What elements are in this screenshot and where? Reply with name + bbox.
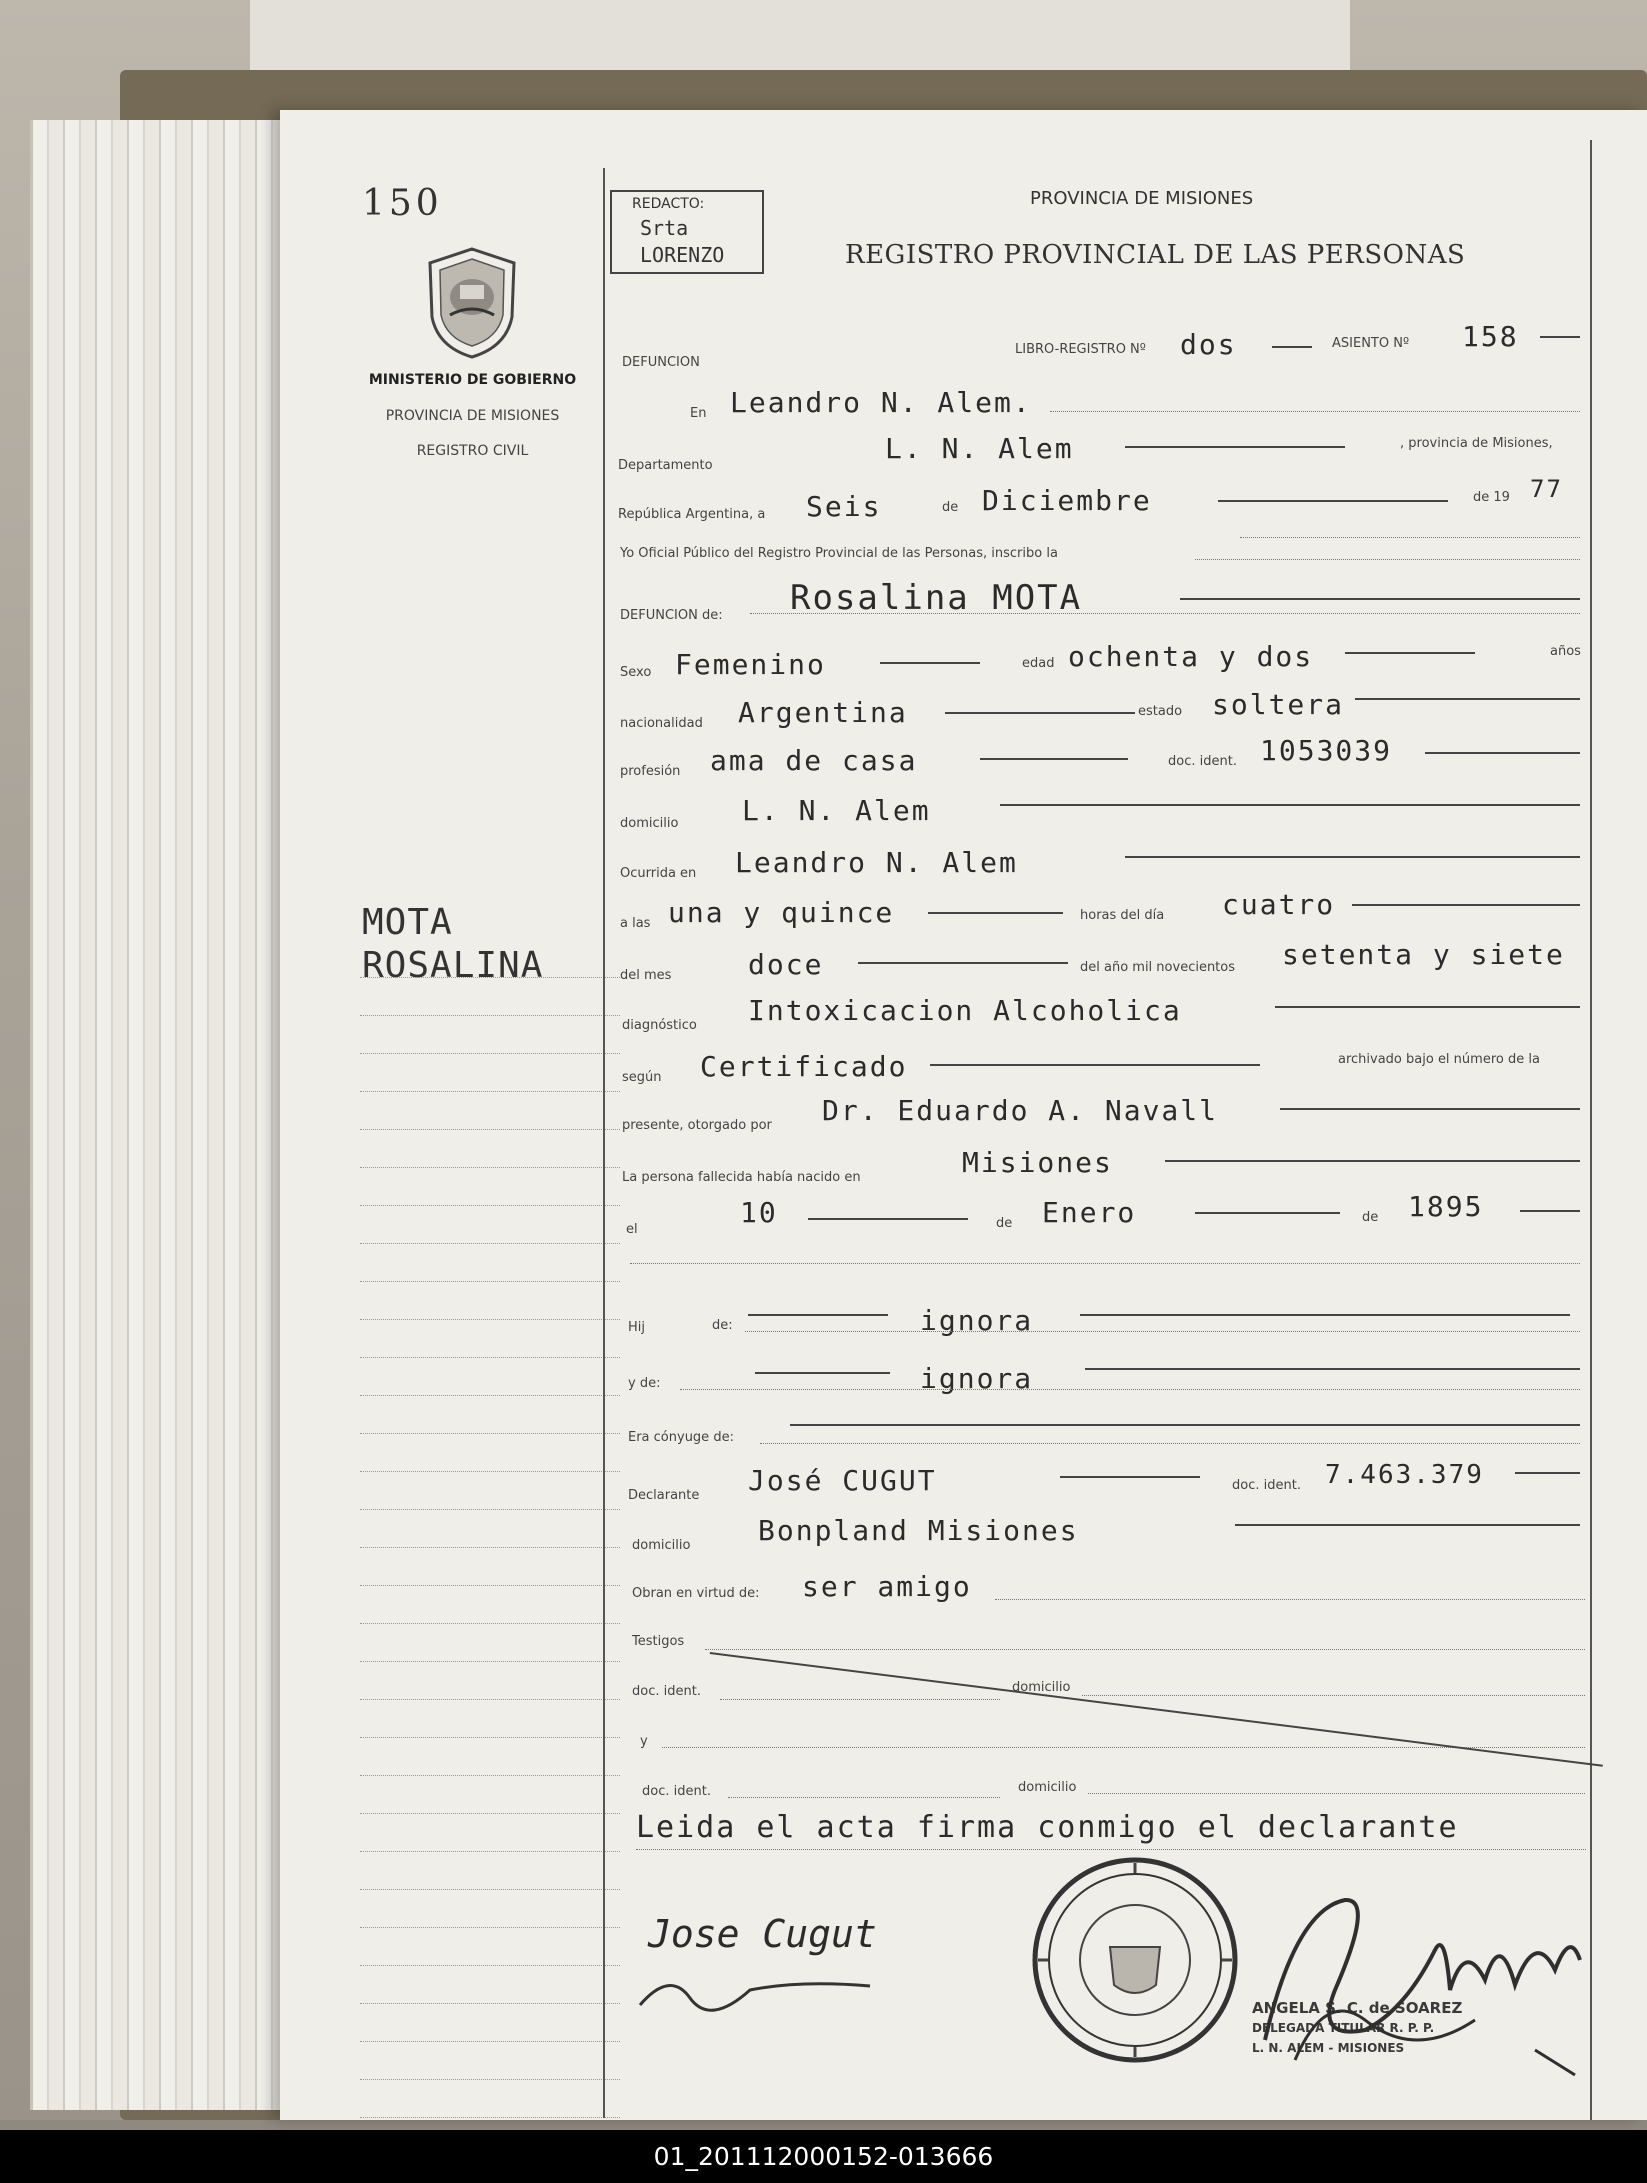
hora-value: una y quince xyxy=(668,896,895,929)
obran-rule xyxy=(995,1598,1585,1600)
testigo2-doc-rule xyxy=(728,1796,1000,1798)
decl-doc-label: doc. ident. xyxy=(1232,1478,1301,1493)
official-signature xyxy=(1235,1870,1595,2080)
sexo-dash xyxy=(880,662,980,664)
declarant-signature-flourish xyxy=(630,1960,890,2020)
stamp-line-2: DELEGADA TITULAR R. P. P. xyxy=(1252,2021,1435,2035)
anio-value: setenta y siete xyxy=(1282,938,1565,971)
departamento-label: Departamento xyxy=(618,458,713,473)
index-lines xyxy=(360,940,620,2118)
asiento-dash xyxy=(1540,336,1580,338)
month-dash xyxy=(1218,500,1448,502)
testigo1-doc-label: doc. ident. xyxy=(632,1684,701,1699)
padre-rule xyxy=(745,1330,1580,1332)
testigo2-dom-label: domicilio xyxy=(1018,1780,1077,1795)
form-title: REGISTRO PROVINCIAL DE LAS PERSONAS xyxy=(845,240,1466,270)
testigo1-doc-rule xyxy=(720,1698,1000,1700)
decl-doc-value: 7.463.379 xyxy=(1325,1460,1484,1490)
year-prefix: de 19 xyxy=(1473,490,1510,505)
anio-label: del año mil novecientos xyxy=(1080,960,1236,975)
right-margin-line xyxy=(1590,140,1592,2120)
libro-dash xyxy=(1272,346,1312,348)
segun-value: Certificado xyxy=(700,1050,908,1083)
form-province: PROVINCIA DE MISIONES xyxy=(1030,188,1254,209)
hija-label: Hij xyxy=(628,1320,645,1335)
defuncion-label: DEFUNCION de: xyxy=(620,608,723,623)
testigo2-dom-rule xyxy=(1088,1792,1585,1794)
departamento-value: L. N. Alem xyxy=(885,432,1074,465)
declarant-signature: Jose Cugut xyxy=(648,1912,877,1956)
testigos-label: Testigos xyxy=(632,1634,685,1649)
el-label: el xyxy=(626,1222,638,1237)
provincia-suffix: , provincia de Misiones, xyxy=(1400,436,1553,451)
de-label: de xyxy=(942,500,959,515)
ocurrida-value: Leandro N. Alem xyxy=(735,846,1018,879)
padre-dash-right xyxy=(1080,1314,1570,1316)
edad-dash xyxy=(1345,652,1475,654)
profesion-dash xyxy=(980,758,1128,760)
day-value: Seis xyxy=(806,490,882,523)
domicilio-label: domicilio xyxy=(620,816,679,831)
conyuge-label: Era cónyuge de: xyxy=(628,1430,734,1445)
madre-dash xyxy=(755,1372,890,1374)
medico-dash xyxy=(1280,1108,1580,1110)
estado-dash xyxy=(1355,698,1580,700)
segun-dash xyxy=(930,1064,1260,1066)
libro-value: dos xyxy=(1180,328,1237,361)
obran-label: Obran en virtud de: xyxy=(632,1586,760,1601)
decl-dom-value: Bonpland Misiones xyxy=(758,1514,1079,1547)
libro-label: LIBRO-REGISTRO Nº xyxy=(1015,342,1146,357)
alas-label: a las xyxy=(620,916,651,931)
sexo-label: Sexo xyxy=(620,665,652,680)
madre-rule xyxy=(680,1388,1580,1390)
padre-value: ignora xyxy=(920,1304,1034,1337)
blank-rule-1 xyxy=(630,1262,1580,1264)
month-value: Diciembre xyxy=(982,484,1152,517)
redacto-line-1: Srta xyxy=(640,216,689,240)
declarante-value: José CUGUT xyxy=(748,1464,937,1497)
left-province-heading: PROVINCIA DE MISIONES xyxy=(385,408,560,424)
deceased-name: Rosalina MOTA xyxy=(790,578,1083,618)
filename-bar: 01_201112000152-013666 xyxy=(0,2130,1647,2183)
nac-mes: Enero xyxy=(1042,1196,1137,1229)
edad-value: ochenta y dos xyxy=(1068,640,1314,673)
segun-label: según xyxy=(622,1070,662,1085)
year-value: 77 xyxy=(1530,475,1563,503)
madre-dash-right xyxy=(1085,1368,1580,1370)
mes-value: doce xyxy=(748,948,824,981)
index-given-name: ROSALINA xyxy=(362,945,544,986)
page-number: 150 xyxy=(362,183,443,224)
stamp-line-3: L. N. ALEM - MISIONES xyxy=(1252,2041,1405,2055)
column-divider xyxy=(603,168,605,2118)
sexo-value: Femenino xyxy=(675,648,826,681)
act-type: DEFUNCION xyxy=(622,355,700,370)
nacido-label: La persona fallecida había nacido en xyxy=(622,1170,861,1185)
estado-label: estado xyxy=(1138,704,1183,719)
hija-de-label: de: xyxy=(712,1318,733,1333)
page-stack xyxy=(30,120,303,2110)
testigos-rule xyxy=(705,1648,1585,1650)
nac-anio-dash xyxy=(1520,1210,1580,1212)
oficial-rule xyxy=(1195,558,1580,560)
asiento-value: 158 xyxy=(1462,320,1519,353)
nac-dia: 10 xyxy=(740,1196,778,1229)
redacto-label: REDACTO: xyxy=(632,196,705,212)
index-surname: MOTA xyxy=(362,902,453,943)
nacionalidad-dash xyxy=(945,712,1135,714)
departamento-dash xyxy=(1125,446,1345,448)
stamp-line-1: ANGELA S. C. de SOAREZ xyxy=(1252,1999,1463,2017)
nac-mes-dash xyxy=(1195,1212,1340,1214)
padre-dash xyxy=(748,1314,888,1316)
decl-doc-dash xyxy=(1515,1472,1580,1474)
delmes-label: del mes xyxy=(620,968,672,983)
en-rule xyxy=(1050,410,1580,412)
decl-dom-label: domicilio xyxy=(632,1538,691,1553)
asiento-label: ASIENTO Nº xyxy=(1332,336,1410,351)
doc-label: doc. ident. xyxy=(1168,754,1237,769)
diagnostico-dash xyxy=(1275,1006,1580,1008)
closing-rule xyxy=(636,1848,1586,1850)
ocurrida-label: Ocurrida en xyxy=(620,866,697,881)
nac-anio: 1895 xyxy=(1408,1190,1484,1223)
defuncion-rule xyxy=(750,612,1580,614)
testigo1-dom-rule xyxy=(1082,1694,1585,1696)
yde-label: y de: xyxy=(628,1376,661,1391)
conyuge-dash xyxy=(790,1424,1580,1426)
deceased-dash xyxy=(1180,598,1580,600)
profesion-label: profesión xyxy=(620,764,681,779)
mes-dash xyxy=(858,962,1068,964)
registry-seal-icon xyxy=(1030,1855,1240,2065)
domicilio-value: L. N. Alem xyxy=(742,794,931,827)
anos-label: años xyxy=(1550,644,1581,659)
nacido-value: Misiones xyxy=(962,1146,1113,1179)
horas-label: horas del día xyxy=(1080,908,1165,923)
en-label: En xyxy=(690,406,707,421)
redacto-line-2: LORENZO xyxy=(640,243,725,267)
testigo1-dom-label: domicilio xyxy=(1012,1680,1071,1695)
ocurrida-dash xyxy=(1125,856,1580,858)
diagnostico-value: Intoxicacion Alcoholica xyxy=(748,994,1182,1027)
conyuge-rule xyxy=(760,1442,1580,1444)
en-value: Leandro N. Alem. xyxy=(730,386,1032,419)
obran-value: ser amigo xyxy=(802,1570,972,1603)
closing-statement: Leida el acta firma conmigo el declarante xyxy=(636,1810,1459,1845)
declarante-label: Declarante xyxy=(628,1488,700,1503)
de2-label: de xyxy=(996,1216,1013,1231)
dia-dash xyxy=(1352,904,1580,906)
oficial-rule-top xyxy=(1240,536,1580,538)
presente-label: presente, otorgado por xyxy=(622,1118,772,1133)
profesion-value: ama de casa xyxy=(710,744,918,777)
dia-value: cuatro xyxy=(1222,888,1336,921)
edad-label: edad xyxy=(1022,656,1055,671)
decl-dom-dash xyxy=(1235,1524,1580,1526)
de3-label: de xyxy=(1362,1210,1379,1225)
hora-dash xyxy=(928,912,1063,914)
ministry-heading: MINISTERIO DE GOBIERNO xyxy=(368,372,577,388)
nacionalidad-label: nacionalidad xyxy=(620,716,703,731)
declarante-dash xyxy=(1060,1476,1200,1478)
provincial-crest-icon xyxy=(422,245,522,360)
registro-civil-heading: REGISTRO CIVIL xyxy=(416,443,529,459)
nacido-dash xyxy=(1165,1160,1580,1162)
doc-value: 1053039 xyxy=(1260,734,1393,767)
testigo2-doc-label: doc. ident. xyxy=(642,1784,711,1799)
medico-value: Dr. Eduardo A. Navall xyxy=(822,1094,1219,1127)
diagnostico-label: diagnóstico xyxy=(622,1018,697,1033)
archivado-label: archivado bajo el número de la xyxy=(1338,1052,1540,1067)
doc-dash xyxy=(1425,752,1580,754)
y-label: y xyxy=(640,1734,648,1749)
oficial-text: Yo Oficial Público del Registro Provincial de las Personas, inscribo la xyxy=(620,546,1058,561)
domicilio-dash xyxy=(1000,804,1580,806)
madre-value: ignora xyxy=(920,1362,1034,1395)
nac-dia-dash xyxy=(808,1218,968,1220)
republica-label: República Argentina, a xyxy=(618,507,766,522)
estado-value: soltera xyxy=(1212,688,1345,721)
nacionalidad-value: Argentina xyxy=(738,696,908,729)
